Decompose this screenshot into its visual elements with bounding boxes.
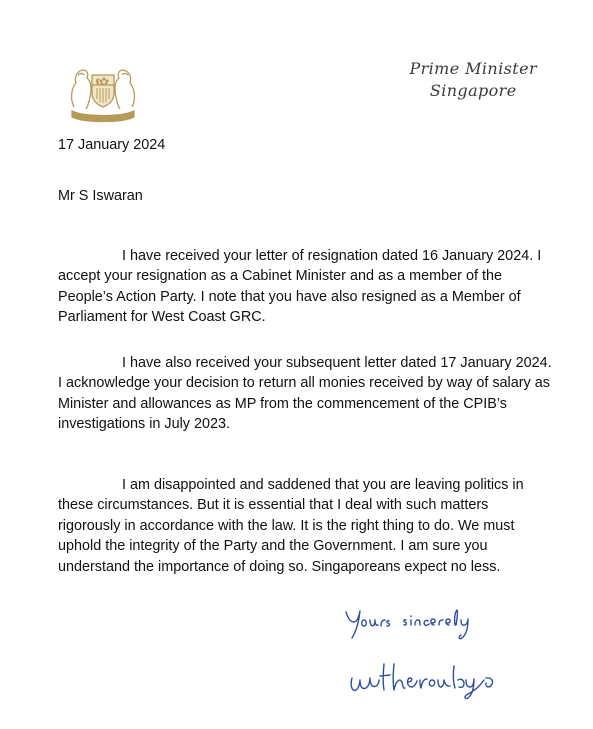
paragraph-monies: I have also received your subsequent letter dated 17 January 2024. I acknowledge your decision to return all monies received by way of salary as Minister and allowances as MP from the commencement of the CPIB’s investigations in July 2023. bbox=[58, 355, 552, 433]
letterhead bbox=[409, 58, 537, 102]
signature bbox=[346, 656, 506, 702]
paragraph-resignation: I have received your letter of resignation dated 16 January 2024. I accept your resignation as a Cabinet Minister and as a member of the People’s Action Party. I note that you have also resigned as a Member of Parliament for West Coast GRC. bbox=[58, 248, 542, 326]
paragraph-disappointment: I am disappointed and saddened that you are leaving politics in these circumstances. But it is essential that I deal with such matters rigorously in accordance with the law. It is the right thing to do. We must uphold the integrity of the Party and the Government. I am sure you understand the importance of doing so. Singaporeans expect no less. bbox=[58, 477, 524, 575]
letter-date: 17 January 2024 bbox=[58, 137, 166, 153]
coat-of-arms-icon bbox=[62, 55, 144, 123]
addressee: Mr S Iswaran bbox=[58, 188, 143, 204]
letterhead-country: Singapore bbox=[429, 81, 517, 100]
letterhead-title: Prime Minister bbox=[409, 59, 537, 78]
handwritten-closing bbox=[340, 604, 510, 644]
